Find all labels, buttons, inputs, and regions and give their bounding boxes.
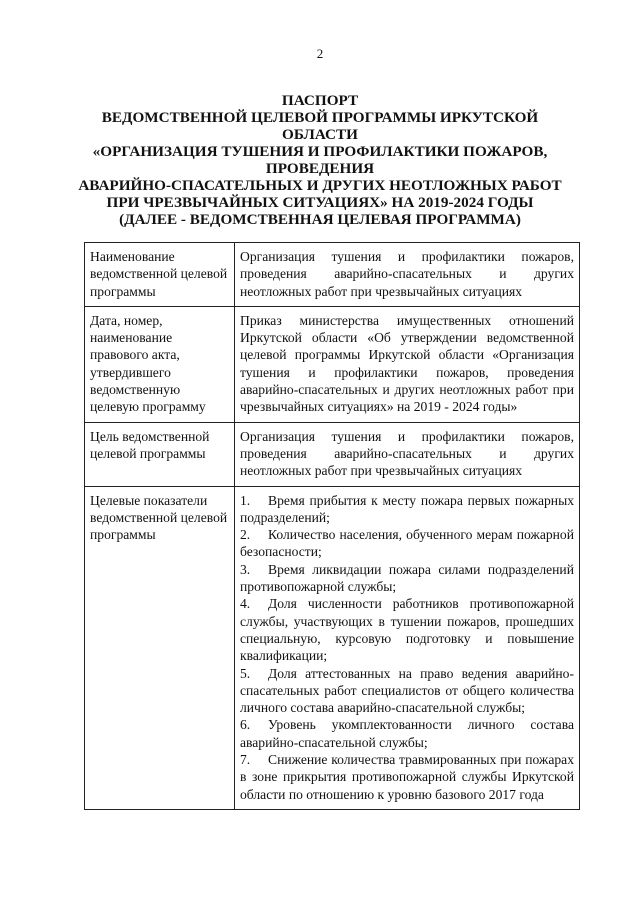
list-item: [240, 561, 574, 596]
list-item: [240, 526, 574, 561]
list-item: [240, 492, 574, 527]
row-label: Цель ведомственной целевой программы: [85, 422, 235, 486]
item-number: 3.: [240, 561, 251, 577]
item-text: Время прибытия к месту пожара первых пожарных подразделений;: [240, 492, 574, 525]
list-item: [240, 716, 574, 751]
title-line: ВЕДОМСТВЕННОЙ ЦЕЛЕВОЙ ПРОГРАММЫ ИРКУТСКОЙ: [101, 109, 539, 126]
title-line: ПРОВЕДЕНИЯ: [265, 160, 375, 177]
list-item: [240, 751, 574, 803]
title-line: ОБЛАСТИ: [282, 126, 358, 143]
list-item: [240, 595, 574, 664]
title-line: ПАСПОРТ: [281, 92, 359, 109]
table-row: [85, 243, 580, 307]
row-value: Организация тушения и профилактики пожаров, проведения аварийно-спасательных и других неотложных работ при чрезвычайных ситуациях: [235, 422, 580, 486]
title-line: (ДАЛЕЕ - ВЕДОМСТВЕННАЯ ЦЕЛЕВАЯ ПРОГРАММА): [119, 211, 521, 228]
row-label: Целевые показатели ведомственной целевой программы: [85, 486, 235, 809]
table-row: [85, 486, 580, 809]
item-text: Уровень укомплектованности личного состава аварийно-спасательной службы;: [240, 717, 574, 750]
title-line: «ОРГАНИЗАЦИЯ ТУШЕНИЯ И ПРОФИЛАКТИКИ ПОЖАРОВ,: [92, 143, 548, 160]
page-number: 2: [316, 46, 324, 61]
item-number: 6.: [240, 717, 251, 733]
title-line: АВАРИЙНО-СПАСАТЕЛЬНЫХ И ДРУГИХ НЕОТЛОЖНЫХ РАБОТ: [78, 177, 562, 194]
item-text: Снижение количества травмированных при пожарах в зоне прикрытия противопожарной службы Иркутской области по отношению к уровню базового 2017 года: [240, 752, 574, 802]
document-title: [60, 92, 580, 228]
passport-table: [84, 242, 580, 810]
list-item: [240, 665, 574, 717]
item-text: Количество населения, обученного мерам пожарной безопасности;: [240, 527, 574, 560]
item-text: Доля численности работников противопожарной службы, участвующих в тушении пожаров, прошедших специальную, курсовую подготовку и повышение квалификации;: [240, 596, 574, 664]
row-label: Дата, номер, наименование правового акта, утвердившего ведомственную целевую программу: [85, 306, 235, 422]
item-number: 5.: [240, 665, 251, 681]
table-row: [85, 306, 580, 422]
item-text: Время ликвидации пожара силами подразделений противопожарной службы;: [240, 561, 574, 595]
title-line: ПРИ ЧРЕЗВЫЧАЙНЫХ СИТУАЦИЯХ» НА 2019-2024 ГОДЫ: [106, 194, 534, 211]
row-value: Приказ министерства имущественных отношений Иркутской области «Об утверждении ведомственной целевой программы Иркутской области «Организация тушения и профилактики пожаров, проведения аварийно-спасательных и других неотложных работ при чрезвычайных ситуациях» на 2019 - 2024 годы»: [235, 306, 580, 422]
item-number: 1.: [240, 492, 251, 508]
item-number: 7.: [240, 752, 251, 768]
indicator-list: [240, 492, 574, 803]
row-label: Наименование ведомственной целевой программы: [85, 243, 235, 307]
row-value: [235, 486, 580, 809]
row-value: Организация тушения и профилактики пожаров, проведения аварийно-спасательных и других неотложных работ при чрезвычайных ситуациях: [235, 243, 580, 307]
table-row: [85, 422, 580, 486]
item-text: Доля аттестованных на право ведения аварийно-спасательных работ специалистов от общего количества личного состава аварийно-спасательной службы;: [240, 665, 574, 716]
item-number: 4.: [240, 596, 251, 612]
item-number: 2.: [240, 527, 251, 543]
